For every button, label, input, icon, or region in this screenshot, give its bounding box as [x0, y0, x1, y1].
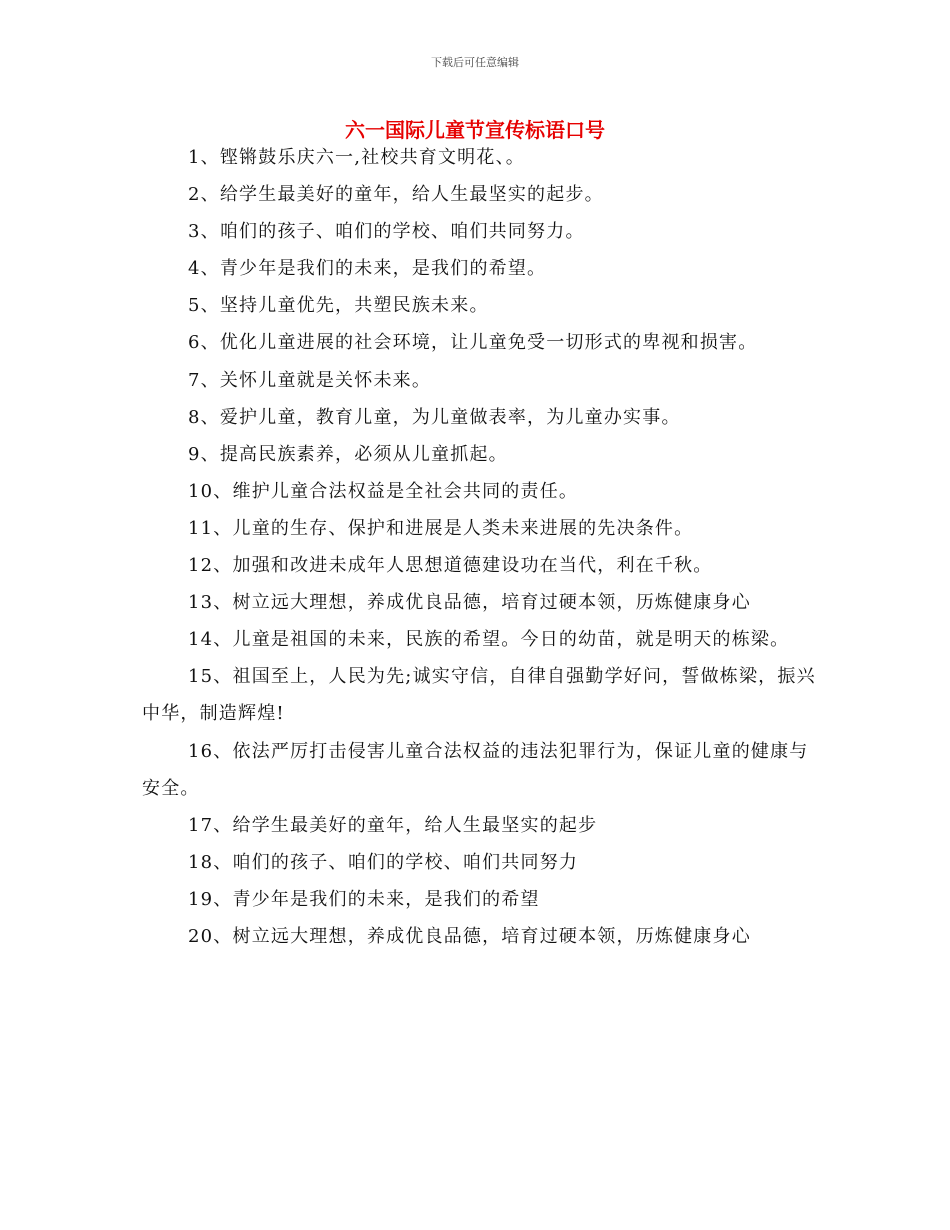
slogan-item-9: 9、提高民族素养，必须从儿童抓起。: [188, 443, 508, 465]
slogan-item-16: 16、依法严厉打击侵害儿童合法权益的违法犯罪行为，保证儿童的健康与安全。: [142, 740, 809, 799]
page-header-note: 下载后可任意编辑: [431, 56, 519, 69]
slogan-item-12: 12、加强和改进未成年人思想道德建设功在当代，利在千秋。: [188, 555, 713, 577]
slogan-item-7: 7、关怀儿童就是关怀未来。: [188, 369, 432, 391]
slogan-item-2: 2、给学生最美好的童年，给人生最坚实的起步。: [188, 184, 604, 206]
slogan-item-20: 20、树立远大理想，养成优良品德，培育过硬本领，历炼健康身心: [188, 925, 751, 947]
slogan-list: [142, 139, 822, 955]
document-title: 六一国际儿童节宣传标语口号: [345, 118, 605, 142]
slogan-item-3: 3、咱们的孩子、咱们的学校、咱们共同努力。: [188, 221, 585, 243]
slogan-item-11: 11、儿童的生存、保护和进展是人类未来进展的先决条件。: [188, 517, 694, 539]
slogan-item-6: 6、优化儿童进展的社会环境，让儿童免受一切形式的卑视和损害。: [188, 332, 758, 354]
slogan-item-18: 18、咱们的孩子、咱们的学校、咱们共同努力: [188, 851, 579, 873]
slogan-item-17: 17、给学生最美好的童年，给人生最坚实的起步: [188, 814, 598, 836]
slogan-item-15: 15、祖国至上，人民为先;诚实守信，自律自强勤学好问，誓做栋梁，振兴中华，制造辉煌!: [142, 666, 816, 725]
slogan-item-8: 8、爱护儿童，教育儿童，为儿童做表率，为儿童办实事。: [188, 406, 681, 428]
slogan-item-13: 13、树立远大理想，养成优良品德，培育过硬本领，历炼健康身心: [188, 592, 751, 614]
slogan-item-10: 10、维护儿童合法权益是全社会共同的责任。: [188, 480, 579, 502]
slogan-item-1: 1、铿锵鼓乐庆六一,社校共育文明花、。: [188, 147, 525, 168]
slogan-item-19: 19、青少年是我们的未来，是我们的希望: [188, 888, 540, 910]
slogan-item-4: 4、青少年是我们的未来，是我们的希望。: [188, 258, 547, 280]
slogan-item-14: 14、儿童是祖国的未来，民族的希望。今日的幼苗，就是明天的栋梁。: [188, 629, 790, 651]
slogan-item-5: 5、坚持儿童优先，共塑民族未来。: [188, 295, 489, 317]
